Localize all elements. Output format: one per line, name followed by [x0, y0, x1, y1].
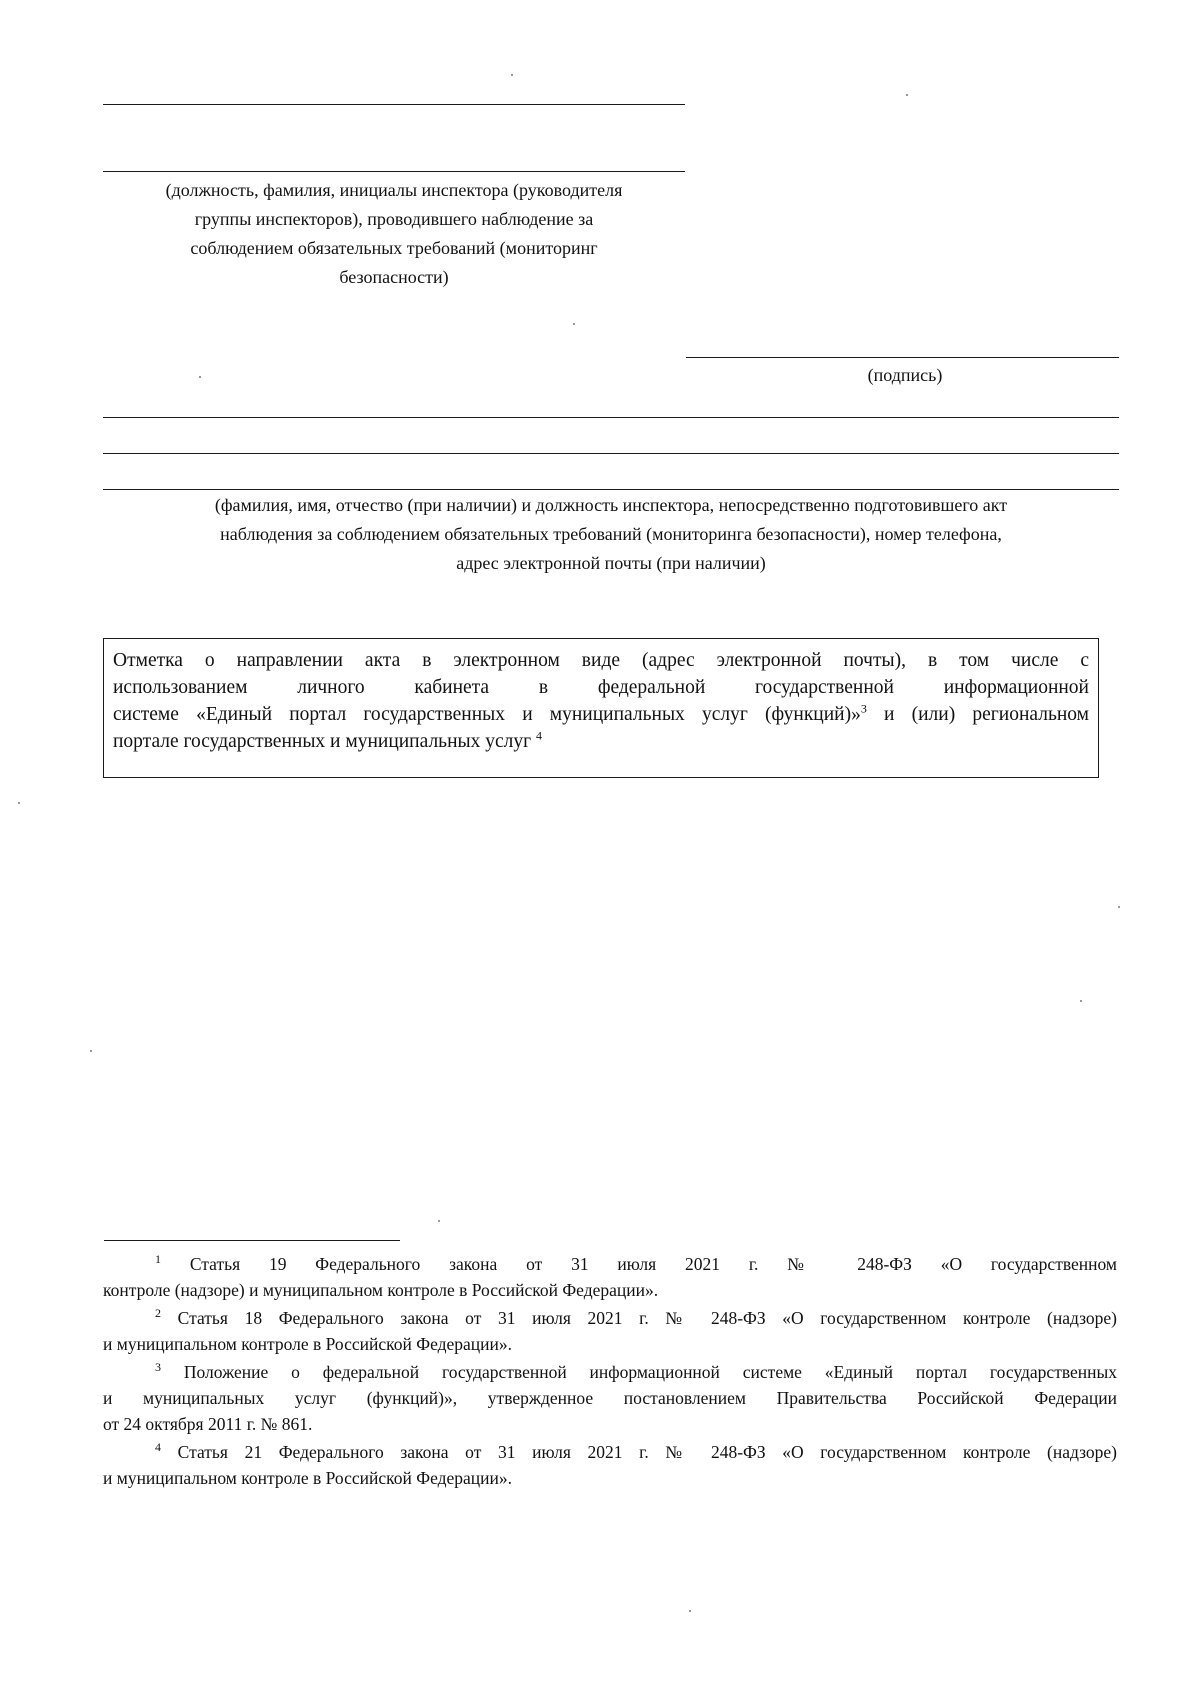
- inspector-caption-line: соблюдением обязательных требований (мониторинг: [190, 238, 598, 258]
- footnote-text: Положение о федеральной государственной информационной системе «Единый портал государственных: [183, 1362, 1118, 1382]
- scan-speck: [573, 323, 575, 325]
- footnote-ref-4: 4: [536, 728, 542, 743]
- footnote-3: [103, 1359, 1117, 1437]
- inspector-caption-line: группы инспекторов), проводившего наблюдение за: [194, 209, 594, 229]
- footnote-text: и муниципальном контроле в Российской Федерации».: [103, 1334, 513, 1354]
- notice-text: портале государственных и муниципальных услуг: [113, 731, 536, 752]
- footnotes: [103, 1251, 1117, 1493]
- scan-speck: [906, 94, 908, 96]
- inspector-caption: [103, 176, 685, 292]
- inspector-fill-line-2: [103, 171, 685, 172]
- footnote-text: Статья 19 Федерального закона от 31 июля 2021 г. № 248-ФЗ «О государственном: [189, 1254, 1117, 1274]
- preparer-fill-line-3: [103, 489, 1119, 490]
- footnote-first-line: [103, 1305, 1117, 1331]
- footnote-text: и муниципальном контроле в Российской Федерации».: [103, 1468, 513, 1488]
- scan-speck: [1080, 1000, 1082, 1002]
- footnote-text: Статья 18 Федерального закона от 31 июля 2021 г. № 248-ФЗ «О государственном контроле (надзоре): [177, 1308, 1117, 1328]
- footnote-4: [103, 1439, 1117, 1491]
- footnote-text: от 24 октября 2011 г. № 861.: [103, 1414, 313, 1434]
- electronic-delivery-notice-box: [103, 638, 1099, 778]
- footnote-text: и муниципальных услуг (функций)», утвержденное постановлением Правительства Российской Федерации: [103, 1388, 1117, 1408]
- preparer-caption-line: адрес электронной почты (при наличии): [456, 553, 766, 573]
- preparer-fill-line-1: [103, 417, 1119, 418]
- footnote-1: [103, 1251, 1117, 1303]
- notice-text: и (или) региональном: [866, 704, 1089, 725]
- scan-speck: [438, 1220, 440, 1222]
- notice-line: [113, 728, 1089, 755]
- preparer-fill-line-2: [103, 453, 1119, 454]
- preparer-caption: [103, 491, 1119, 578]
- scan-speck: [18, 802, 20, 804]
- footnote-number: 4: [155, 1440, 161, 1455]
- preparer-caption-line: (фамилия, имя, отчество (при наличии) и должность инспектора, непосредственно подготовившего акт: [214, 495, 1008, 515]
- scan-speck: [90, 1050, 92, 1052]
- footnote-first-line: [103, 1359, 1117, 1385]
- inspector-fill-line-1: [103, 104, 685, 105]
- footnote-ref-3: 3: [860, 701, 867, 716]
- footnote-text: контроле (надзоре) и муниципальном контроле в Российской Федерации».: [103, 1280, 659, 1300]
- footnote-text: Статья 21 Федерального закона от 31 июля 2021 г. № 248-ФЗ «О государственном контроле (надзоре): [177, 1442, 1117, 1462]
- scan-speck: [1118, 906, 1120, 908]
- preparer-caption-line: наблюдения за соблюдением обязательных требований (мониторинга безопасности), номер телефона,: [220, 524, 1002, 544]
- footnote-number: 1: [155, 1252, 161, 1267]
- footnote-separator: [104, 1240, 400, 1241]
- notice-line: использованием личного кабинета в федеральной государственной информационной: [113, 677, 1089, 698]
- signature-caption: (подпись): [867, 365, 943, 385]
- scan-speck: [511, 74, 513, 76]
- footnote-first-line: [103, 1251, 1117, 1277]
- notice-line: [113, 701, 1089, 728]
- inspector-caption-line: безопасности): [339, 267, 449, 287]
- notice-text: системе «Единый портал государственных и муниципальных услуг (функций)»: [113, 704, 861, 725]
- scan-speck: [689, 1610, 691, 1612]
- footnote-2: [103, 1305, 1117, 1357]
- notice-line: Отметка о направлении акта в электронном виде (адрес электронной почты), в том числе с: [113, 650, 1089, 671]
- footnote-first-line: [103, 1439, 1117, 1465]
- footnote-number: 3: [155, 1360, 161, 1375]
- inspector-caption-line: (должность, фамилия, инициалы инспектора (руководителя: [165, 180, 623, 200]
- scan-speck: [199, 376, 201, 378]
- footnote-number: 2: [155, 1306, 161, 1321]
- signature-line: [686, 357, 1119, 358]
